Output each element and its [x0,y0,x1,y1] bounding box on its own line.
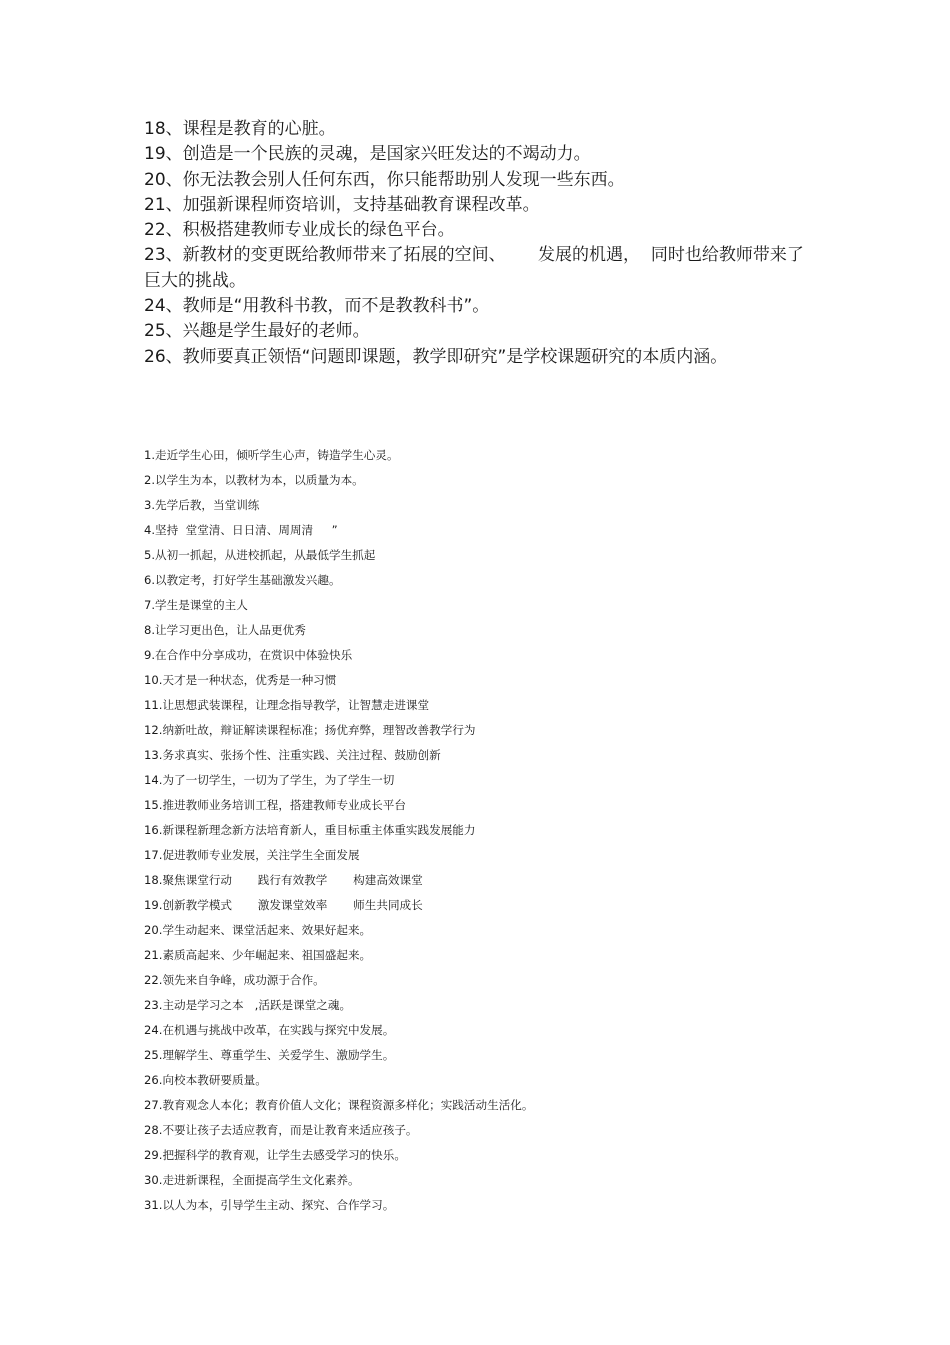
list-item: 18.聚焦课堂行动 践行有效教学 构建高效课堂 [144,873,423,887]
list-item: 1.走近学生心田，倾听学生心声，铸造学生心灵。 [144,448,399,462]
list-item: 25、兴趣是学生最好的老师。 [144,321,370,342]
large-slogan-list [144,117,809,370]
list-item: 24、教师是“用教科书教，而不是教教科书”。 [144,296,490,317]
list-item: 31.以人为本，引导学生主动、探究、合作学习。 [144,1198,395,1212]
list-item: 5.从初一抓起，从进校抓起，从最低学生抓起 [144,548,376,562]
list-item: 30.走进新课程，全面提高学生文化素养。 [144,1173,360,1187]
list-item: 26.向校本教研要质量。 [144,1073,267,1087]
list-item: 6.以教定考，打好学生基础激发兴趣。 [144,573,341,587]
list-item: 20.学生动起来、课堂活起来、效果好起来。 [144,923,372,937]
list-item: 20、你无法教会别人任何东西，你只能帮助别人发现一些东西。 [144,169,625,190]
list-item: 29.把握科学的教育观，让学生去感受学习的快乐。 [144,1148,406,1162]
list-item: 12.纳新吐故，辩证解读课程标准；扬优弃弊，理智改善教学行为 [144,723,476,737]
list-item: 22.领先来自争峰，成功源于合作。 [144,973,325,987]
list-item: 19.创新教学模式 激发课堂效率 师生共同成长 [144,898,423,912]
list-item: 21、加强新课程师资培训，支持基础教育课程改革。 [144,194,540,215]
list-item: 27.教育观念人本化；教育价值人文化；课程资源多样化；实践活动生活化。 [144,1098,534,1112]
list-item: 28.不要让孩子去适应教育，而是让教育来适应孩子。 [144,1123,418,1137]
list-item: 8.让学习更出色，让人品更优秀 [144,623,306,637]
list-item: 9.在合作中分享成功，在赏识中体验快乐 [144,648,353,662]
list-item: 18、课程是教育的心脏。 [144,119,336,139]
small-slogan-list [144,443,844,1218]
list-item: 17.促进教师专业发展，关注学生全面发展 [144,848,360,862]
list-item: 11.让思想武装课程，让理念指导教学，让智慧走进课堂 [144,698,430,712]
list-item: 14.为了一切学生，一切为了学生，为了学生一切 [144,773,395,787]
list-item: 16.新课程新理念新方法培育新人，重目标重主体重实践发展能力 [144,823,476,837]
list-item: 4.坚持 堂堂清、日日清、周周清 ” [144,523,338,537]
list-item: 7.学生是课堂的主人 [144,598,248,612]
list-item: 23.主动是学习之本 ,活跃是课堂之魂。 [144,998,352,1012]
list-item: 13.务求真实、张扬个性、注重实践、关注过程、鼓励创新 [144,748,441,762]
list-item: 2.以学生为本，以教材为本，以质量为本。 [144,473,364,487]
list-item: 3.先学后教，当堂训练 [144,498,260,512]
list-item: 21.素质高起来、少年崛起来、祖国盛起来。 [144,948,372,962]
list-item: 23、新教材的变更既给教师带来了拓展的空间、 发展的机遇， 同时也给教师带来了巨大的挑战。 [144,245,804,291]
list-item: 26、教师要真正领悟“问题即课题，教学即研究”是学校课题研究的本质内涵。 [144,346,728,367]
list-item: 10.天才是一种状态，优秀是一种习惯 [144,673,337,687]
list-item: 22、积极搭建教师专业成长的绿色平台。 [144,220,455,241]
list-item: 24.在机遇与挑战中改革，在实践与探究中发展。 [144,1023,395,1037]
list-item: 19、创造是一个民族的灵魂，是国家兴旺发达的不竭动力。 [144,144,591,165]
list-item: 15.推进教师业务培训工程，搭建教师专业成长平台 [144,798,406,812]
list-item: 25.理解学生、尊重学生、关爱学生、激励学生。 [144,1048,395,1062]
